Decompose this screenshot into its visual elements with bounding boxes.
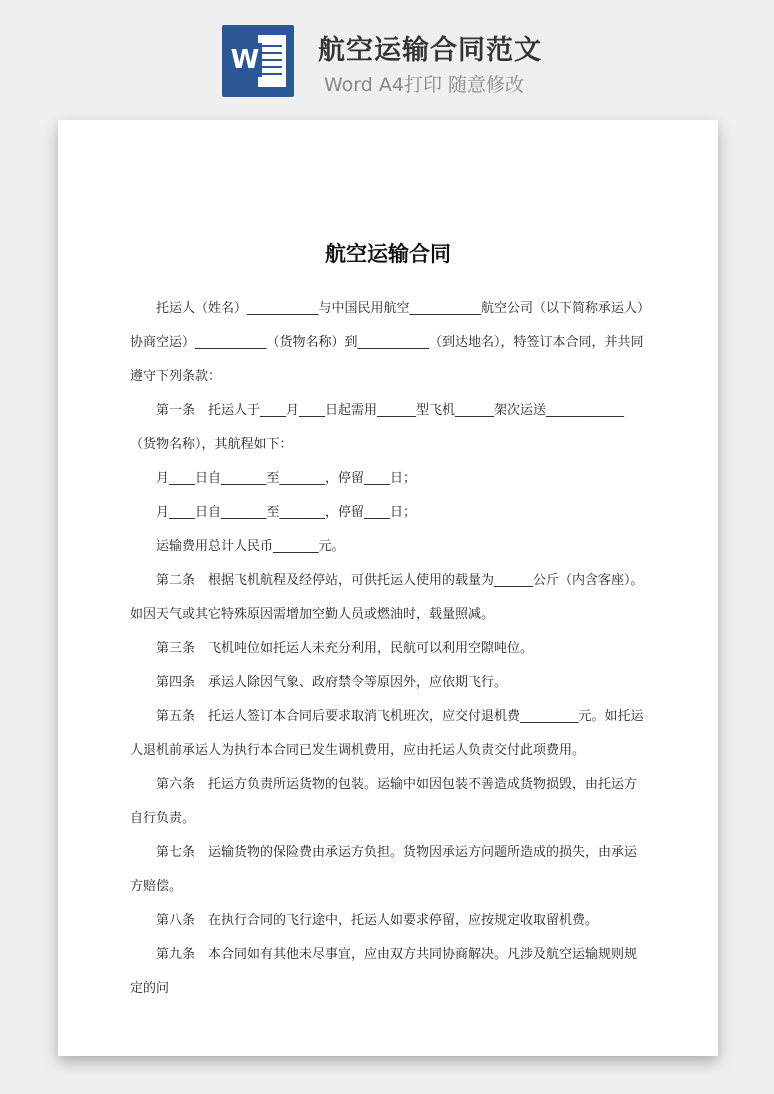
paragraph-route-1: 月____日自_______至_______，停留____日； (156, 471, 417, 486)
header-banner (0, 0, 774, 110)
paragraph-article-5: 第五条 托运人签订本合同后要求取消飞机班次，应交付退机费_________元。如托运人退机前承运人为执行本合同已发生调机费用，应由托运人负责交付此项费用。 (130, 709, 644, 758)
word-icon (222, 25, 294, 97)
word-letter: W (228, 43, 262, 77)
document-body (130, 292, 646, 1006)
paragraph-article-4: 第四条 承运人除因气象、政府禁令等原因外，应依期飞行。 (156, 675, 508, 690)
paragraph-route-2: 月____日自_______至_______，停留____日； (156, 505, 417, 520)
paragraph-article-1: 第一条 托运人于____月____日起需用______型飞机______架次运送____________（货物名称），其航程如下： (130, 403, 625, 452)
document-title: 航空运输合同 (325, 242, 451, 266)
paragraph-article-8: 第八条 在执行合同的飞行途中，托运人如要求停留，应按规定收取留机费。 (156, 913, 599, 928)
paragraph-article-6: 第六条 托运方负责所运货物的包装。运输中如因包装不善造成货物损毁，由托运方自行负责。 (130, 777, 638, 826)
paragraph-preamble: 托运人（姓名）___________与中国民用航空___________航空公司（以下简称承运人）协商空运）___________（货物名称）到___________（到达地名），特签订本合同，并共同遵守下列条款： (130, 301, 644, 384)
paragraph-article-3: 第三条 飞机吨位如托运人未充分利用，民航可以利用空隙吨位。 (156, 641, 534, 656)
paragraph-article-9: 第九条 本合同如有其他未尽事宜，应由双方共同协商解决。凡涉及航空运输规则规定的问 (130, 947, 638, 996)
paragraph-article-2: 第二条 根据飞机航程及经停站，可供托运人使用的载量为______公斤（内含客座）。如因天气或其它特殊原因需增加空勤人员或燃油时，载量照减。 (130, 573, 644, 622)
banner-subtitle: Word A4打印 随意修改 (324, 74, 525, 96)
paragraph-fee: 运输费用总计人民币_______元。 (156, 539, 345, 554)
document-page (58, 120, 718, 1056)
document-page-icon (258, 35, 286, 87)
paragraph-article-7: 第七条 运输货物的保险费由承运方负担。货物因承运方问题所造成的损失，由承运方赔偿。 (130, 845, 638, 894)
banner-title: 航空运输合同范文 (318, 35, 542, 66)
